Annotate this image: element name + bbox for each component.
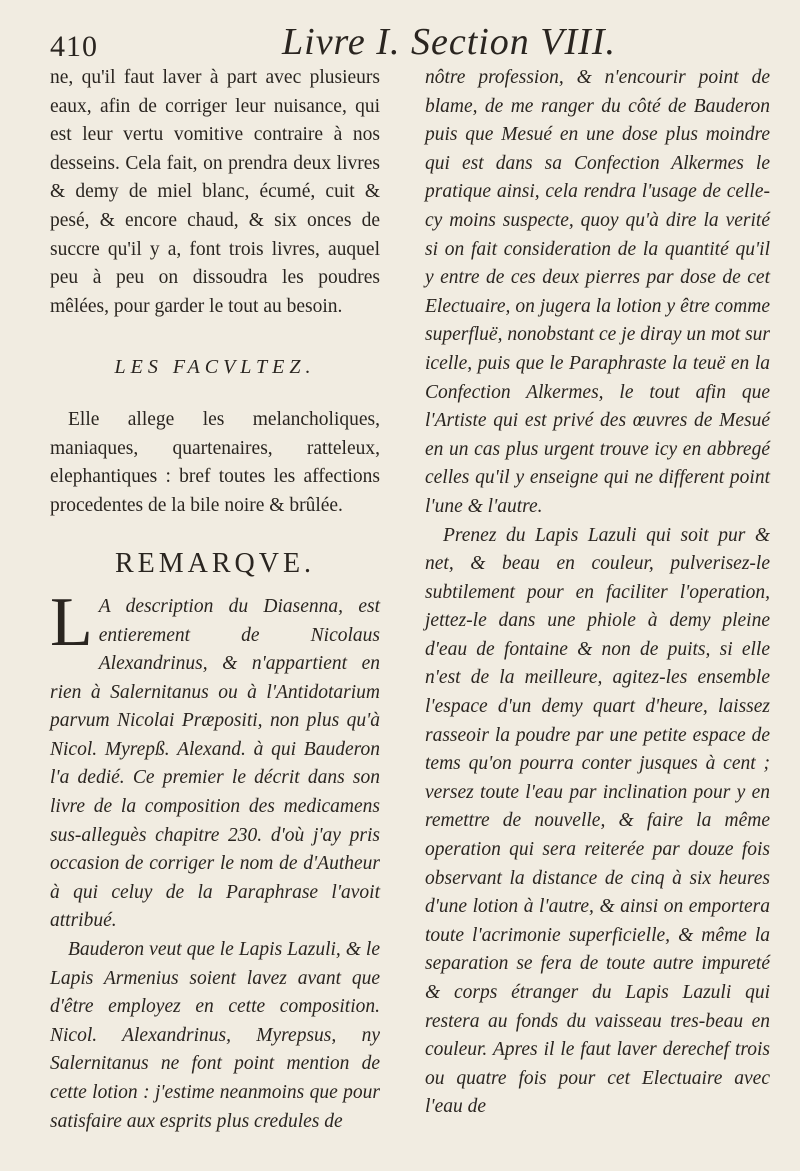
left-column (50, 64, 380, 1136)
remarque-text: A description du Diasenna, est entierement de Nicolaus Alexandrinus, & n'appartient en rien à Salernitanus ou à l'Antidotarium parvum Nicolai Præpositi, non plus qu'à Nicol. Myrepß. Alexand. à qui Bauderon l'a dedié. Ce premier le décrit dans son livre de la composition des medicamens sus-alleguès chapitre 230. d'où j'ay pris occasion de corriger le nom de d'Autheur à qui celuy de la Paraphrase l'avoit attribué. (50, 595, 380, 932)
right-paragraph-1: nôtre profession, & n'encourir point de blame, de me ranger du côté de Bauderon puis que Mesué en une dose plus moindre qui est dans sa Confection Alkermes le pratique ainsi, cela rendra l'usage de celle-cy moins suspecte, quoy qu'à dire la verité si on fait consideration de la quantité qu'il y entre de ces deux pierres par dose de cet Electuaire, on jugera la lotion y être comme superfluë, nonobstant ce je diray un mot sur icelle, puis que le Paraphraste la teuë en la Confection Alkermes, le tout afin que l'Artiste qui est privé des œuvres de Mesué en un cas plus urgent trouve icy en abbregé celles qu'il y enseigne qui ne different point l'une & l'autre. (425, 67, 770, 517)
running-head: Livre I. Section VIII. (282, 21, 616, 63)
remarque-heading: REMARQVE. (114, 548, 316, 580)
left-paragraph-4: Bauderon veut que le Lapis Lazuli, & le Lapis Armenius soient lavez avant que d'être employez en cette composition. Nicol. Alexandrinus, Myrepsus, ny Salernitanus ne font point mention de cette lotion : j'estime neanmoins que pour satisfaire aux esprits plus credules de (50, 939, 380, 1132)
right-column (425, 64, 770, 1122)
page-number: 410 (50, 30, 98, 63)
right-paragraph-2: Prenez du Lapis Lazuli qui soit pur & net, & beau en couleur, pulverisez-le subtilement pour en faciliter l'operation, jettez-le dans une phiole à demy pleine d'eau de fontaine & non de puits, si elle n'est de la meilleure, agitez-les ensemble l'espace d'un demy quart d'heure, laissez rasseoir la poudre par une petite espace de tems qu'on pourra conter jusques à cent ; versez toute l'eau par inclination pour y en remettre de nouvelle, & faire la même operation qui sera reiterée par douze fois observant la distance de cinq à six heures d'une lotion à l'autre, & ainsi on emportera toute l'acrimonie superficielle, & même la separation se fera de toute autre impureté & corps étranger du Lapis Lazuli qui restera au fonds du vaisseau tres-beau en couleur. Apres il le faut laver derechef trois ou quatre fois pour cet Electuaire avec l'eau de (425, 524, 770, 1118)
left-paragraph-2: Elle allege les melancholiques, maniaques, quartenaires, ratteleux, elephantiques : bref toutes les affections procedentes de la bile noire & brûlée. (50, 408, 380, 516)
section-title-facultez: LES FACVLTEZ. (114, 356, 316, 379)
left-paragraph-1: ne, qu'il faut laver à part avec plusieurs eaux, afin de corriger leur nuisance, qui est leur vertu vomitive contraire à nos desseins. Cela fait, on prendra deux livres & demy de miel blanc, écumé, cuit & pesé, & encore chaud, & six onces de succre qu'il y a, font trois livres, auquel peu à peu on dissoudra les poudres mêlées, pour garder le tout au besoin. (50, 67, 380, 317)
page-header (50, 16, 770, 64)
drop-cap: L (50, 583, 93, 661)
left-paragraph-3 (50, 583, 380, 936)
